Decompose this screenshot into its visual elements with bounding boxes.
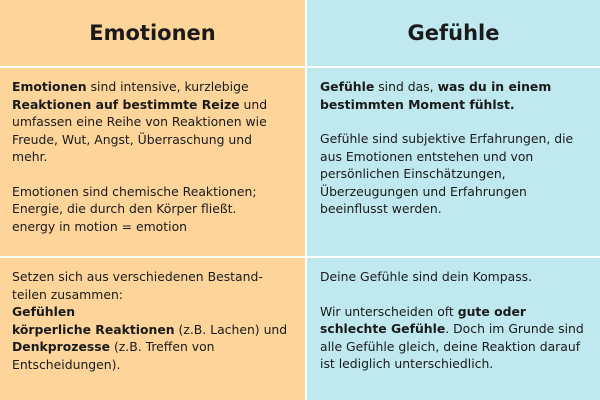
emotionen-chemistry-text bbox=[12, 183, 291, 236]
header-emotionen-label: Emotionen bbox=[89, 21, 216, 45]
text-line: Setzen sich aus verschiedenen Bestand- bbox=[12, 269, 263, 284]
text-line: energy in motion = emotion bbox=[12, 218, 187, 234]
bold-emotionen: Emotionen bbox=[12, 79, 87, 94]
bold-reaktionen: Reaktionen auf bestimmte Reize bbox=[12, 96, 240, 112]
gefuehle-compass-cell bbox=[307, 258, 600, 400]
bold-moment: was du in einem bestimmten Moment fühlst. bbox=[320, 79, 552, 112]
emotionen-components-text bbox=[12, 268, 291, 373]
text-segment: sind das, bbox=[374, 79, 438, 94]
gefuehle-compass-text: Deine Gefühle sind dein Kompass. bbox=[320, 269, 533, 284]
text-segment: . Doch im Grunde sind alle Gefühle gleich, deine Reaktion darauf ist lediglich unterschiedlich. bbox=[320, 321, 584, 371]
paragraph-gap bbox=[320, 113, 590, 130]
gefuehle-subjective-text: Gefühle sind subjektive Erfahrungen, die aus Emotionen entstehen und von persönlichen Einschätzungen, Überzeugungen und Erfahrungen beeinflusst werden. bbox=[320, 131, 574, 216]
bold-denkprozesse: Denkprozesse bbox=[12, 339, 111, 354]
header-gefuehle-label: Gefühle bbox=[407, 21, 500, 45]
text-segment: (z.B. Lachen) und bbox=[174, 321, 288, 337]
text-segment: sind intensive, kurzlebige bbox=[86, 79, 249, 94]
paragraph-gap bbox=[320, 286, 590, 303]
bold-gefuehlen: Gefühlen bbox=[12, 304, 76, 319]
text-segment: Wir unterscheiden oft bbox=[320, 303, 458, 319]
header-emotionen bbox=[0, 0, 307, 68]
bold-gefuehle: Gefühle bbox=[320, 79, 375, 94]
gefuehle-good-bad-text bbox=[320, 303, 590, 373]
paragraph-gap bbox=[12, 166, 291, 183]
gefuehle-definition-cell bbox=[307, 68, 600, 258]
emotionen-components-cell bbox=[0, 258, 307, 400]
text-line: teilen zusammen: bbox=[12, 286, 123, 302]
header-gefuehle bbox=[307, 0, 600, 68]
text-segment: (z.B. Treffen von Entscheidungen). bbox=[12, 339, 215, 372]
text-line: Emotionen sind chemische Reaktionen; bbox=[12, 183, 257, 199]
bold-koerperliche-reaktionen: körperliche Reaktionen bbox=[12, 321, 175, 337]
gefuehle-definition-text bbox=[320, 78, 590, 113]
text-line: Energie, die durch den Körper fließt. bbox=[12, 201, 237, 216]
emotionen-definition-cell bbox=[0, 68, 307, 258]
bold-gute-oder-schlechte: gute oder schlechte Gefühle bbox=[320, 303, 526, 336]
text-segment: und umfassen eine Reihe von Reaktionen wie Freude, Wut, Angst, Überraschung und mehr. bbox=[12, 96, 268, 164]
emotionen-definition-text bbox=[12, 78, 291, 166]
